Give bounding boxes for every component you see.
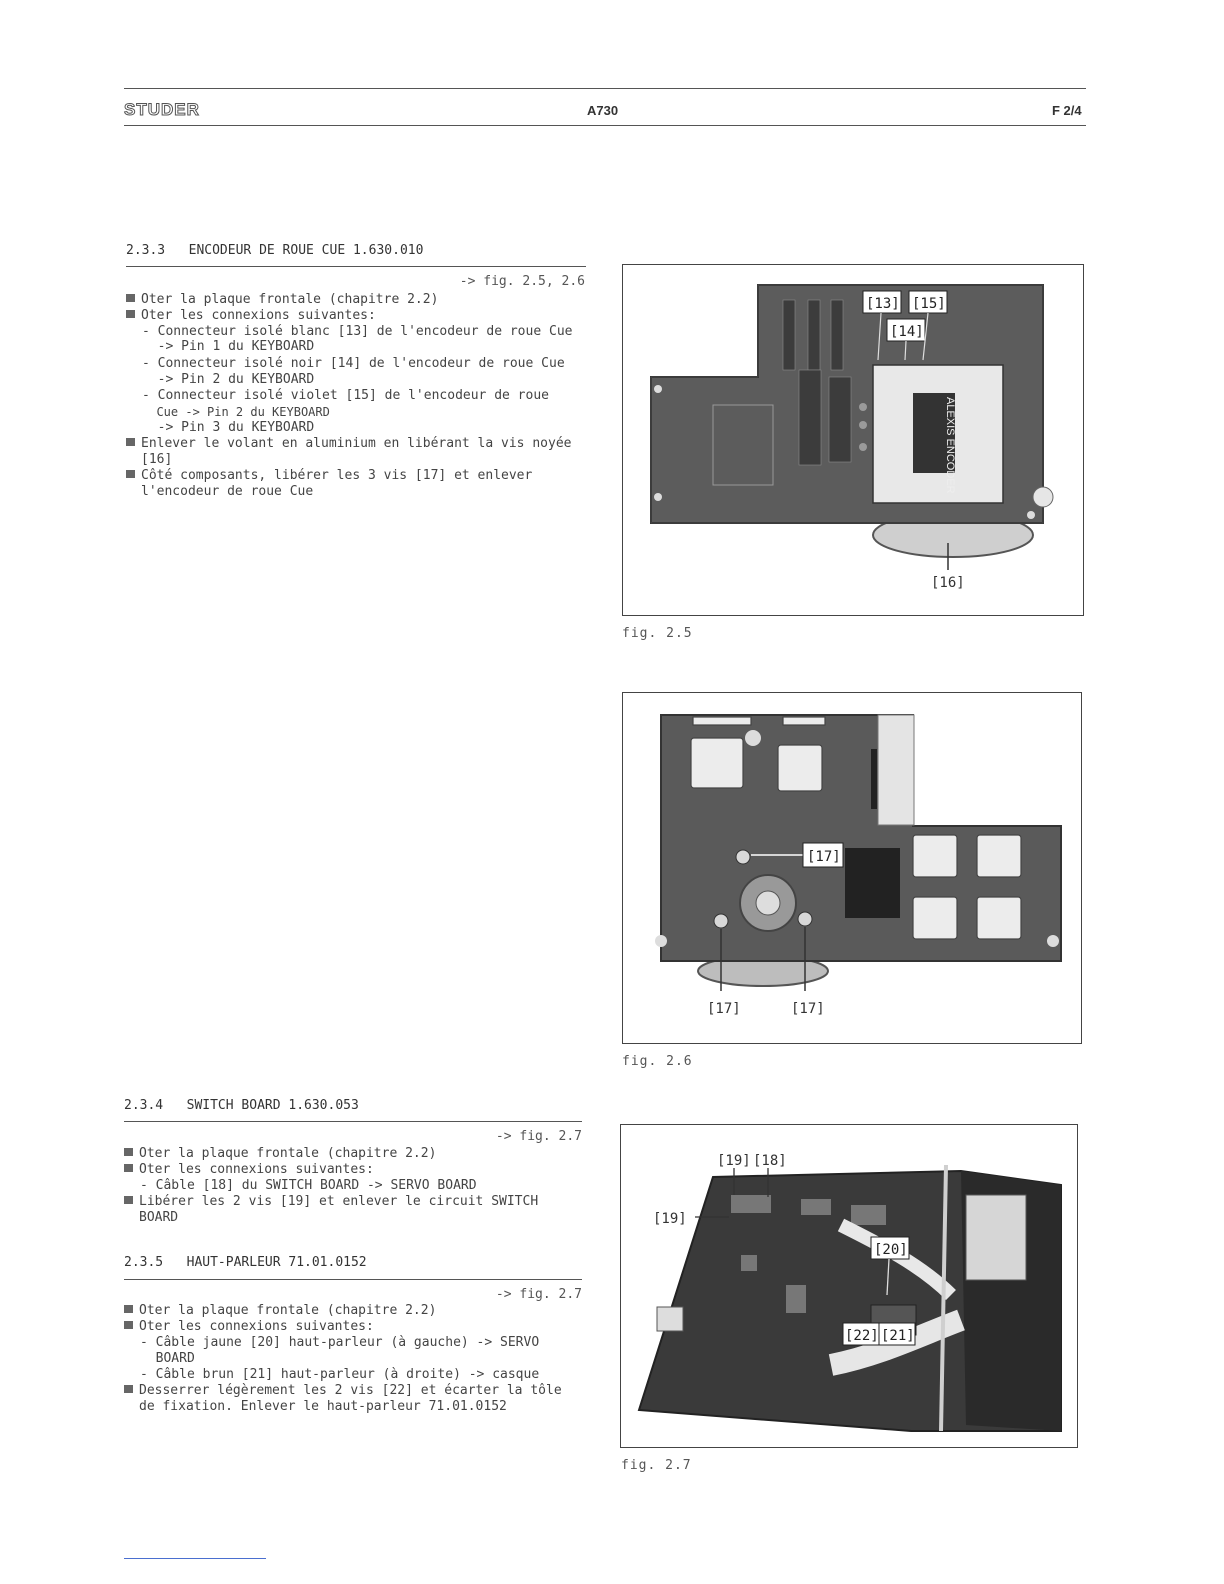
list-subitem: -> Pin 1 du KEYBOARD bbox=[142, 339, 315, 354]
bullet-icon bbox=[124, 1196, 133, 1204]
label-13: [13] bbox=[866, 296, 900, 312]
figure-2-5-caption: fig. 2.5 bbox=[622, 626, 693, 641]
section-rule bbox=[126, 266, 586, 267]
instructions-2-3-3 bbox=[126, 292, 596, 500]
list-subitem: Cue -> Pin 2 du KEYBOARD bbox=[142, 405, 330, 419]
instructions-2-3-5 bbox=[124, 1303, 594, 1415]
figure-2-6-frame bbox=[622, 692, 1082, 1044]
list-item-continuation: l'encodeur de roue Cue bbox=[141, 484, 314, 499]
list-item: Oter la plaque frontale (chapitre 2.2) bbox=[124, 1146, 594, 1162]
figure-2-6-caption: fig. 2.6 bbox=[622, 1054, 693, 1069]
header-top-rule bbox=[124, 88, 1086, 89]
list-item: Enlever le volant en aluminium en libérant la vis noyée bbox=[126, 436, 596, 452]
section-number: 2.3.3 bbox=[126, 243, 166, 258]
label-16: [16] bbox=[931, 575, 965, 591]
figure-2-7-photo bbox=[621, 1125, 1077, 1447]
label-20: [20] bbox=[874, 1242, 908, 1258]
header-bottom-rule bbox=[124, 125, 1086, 126]
section-number: 2.3.5 bbox=[124, 1255, 164, 1270]
list-subitem: - Câble jaune [20] haut-parleur (à gauche) -> SERVO bbox=[140, 1335, 540, 1350]
label-22: [22] bbox=[845, 1328, 879, 1344]
list-item: Oter les connexions suivantes: bbox=[124, 1319, 594, 1335]
figure-2-7-frame bbox=[620, 1124, 1078, 1448]
label-17-left: [17] bbox=[707, 1001, 741, 1017]
section-heading-2-3-5 bbox=[124, 1255, 367, 1270]
list-item: Oter la plaque frontale (chapitre 2.2) bbox=[124, 1303, 594, 1319]
bullet-icon bbox=[126, 310, 135, 318]
list-subitem: - Câble [18] du SWITCH BOARD -> SERVO BOARD bbox=[140, 1178, 477, 1193]
bullet-icon bbox=[124, 1148, 133, 1156]
figure-reference: -> fig. 2.7 bbox=[495, 1129, 582, 1144]
list-item: Libérer les 2 vis [19] et enlever le circuit SWITCH bbox=[124, 1194, 594, 1210]
label-17-right: [17] bbox=[791, 1001, 825, 1017]
list-item: Côté composants, libérer les 3 vis [17] et enlever bbox=[126, 468, 596, 484]
encoder-photo-text: ALEXIS ENCODER bbox=[944, 397, 956, 494]
label-19-top: [19] bbox=[717, 1153, 751, 1169]
section-rule bbox=[124, 1121, 582, 1122]
figure-2-5-photo bbox=[623, 265, 1083, 615]
list-item-continuation: BOARD bbox=[139, 1210, 179, 1225]
instructions-2-3-4 bbox=[124, 1146, 594, 1226]
list-subitem: -> Pin 3 du KEYBOARD bbox=[142, 420, 315, 435]
bullet-icon bbox=[126, 438, 135, 446]
bullet-icon bbox=[124, 1305, 133, 1313]
section-title: SWITCH BOARD 1.630.053 bbox=[186, 1098, 359, 1113]
figure-reference: -> fig. 2.7 bbox=[495, 1287, 582, 1302]
footer-rule bbox=[124, 1558, 266, 1559]
section-title: ENCODEUR DE ROUE CUE 1.630.010 bbox=[188, 243, 424, 258]
figure-2-7-caption: fig. 2.7 bbox=[621, 1458, 692, 1473]
list-subitem: - Connecteur isolé noir [14] de l'encodeur de roue Cue bbox=[142, 356, 565, 371]
list-item-continuation: [16] bbox=[141, 452, 173, 467]
label-18: [18] bbox=[753, 1153, 787, 1169]
section-number: 2.3.4 bbox=[124, 1098, 164, 1113]
section-title: HAUT-PARLEUR 71.01.0152 bbox=[186, 1255, 367, 1270]
list-item: Oter les connexions suivantes: bbox=[126, 308, 596, 324]
list-item: Desserrer légèrement les 2 vis [22] et écarter la tôle bbox=[124, 1383, 594, 1399]
section-2-3-3 bbox=[126, 243, 586, 258]
list-subitem: - Connecteur isolé blanc [13] de l'encodeur de roue Cue bbox=[142, 324, 573, 339]
label-15: [15] bbox=[912, 296, 946, 312]
list-subitem: BOARD bbox=[140, 1351, 195, 1366]
section-rule bbox=[124, 1279, 582, 1280]
page-number: F 2/4 bbox=[1052, 103, 1082, 118]
list-subitem: - Câble brun [21] haut-parleur (à droite) -> casque bbox=[140, 1367, 540, 1382]
list-item: Oter la plaque frontale (chapitre 2.2) bbox=[126, 292, 596, 308]
label-14: [14] bbox=[890, 324, 924, 340]
bullet-icon bbox=[124, 1385, 133, 1393]
figure-reference: -> fig. 2.5, 2.6 bbox=[459, 274, 585, 289]
model-name: A730 bbox=[587, 103, 619, 118]
bullet-icon bbox=[126, 470, 135, 478]
section-heading bbox=[126, 243, 586, 258]
bullet-icon bbox=[124, 1321, 133, 1329]
figure-2-6-photo bbox=[623, 693, 1081, 1043]
bullet-icon bbox=[126, 294, 135, 302]
bullet-icon bbox=[124, 1164, 133, 1172]
section-heading-2-3-4 bbox=[124, 1098, 359, 1113]
list-subitem: - Connecteur isolé violet [15] de l'encodeur de roue bbox=[142, 388, 549, 403]
label-17-top: [17] bbox=[807, 849, 841, 865]
list-item: Oter les connexions suivantes: bbox=[124, 1162, 594, 1178]
figure-2-5-frame bbox=[622, 264, 1084, 616]
studer-logo: STUDER bbox=[124, 100, 200, 119]
label-21: [21] bbox=[881, 1328, 915, 1344]
list-subitem: -> Pin 2 du KEYBOARD bbox=[142, 372, 315, 387]
list-item-continuation: de fixation. Enlever le haut-parleur 71.01.0152 bbox=[139, 1399, 507, 1414]
label-19-left: [19] bbox=[653, 1211, 687, 1227]
